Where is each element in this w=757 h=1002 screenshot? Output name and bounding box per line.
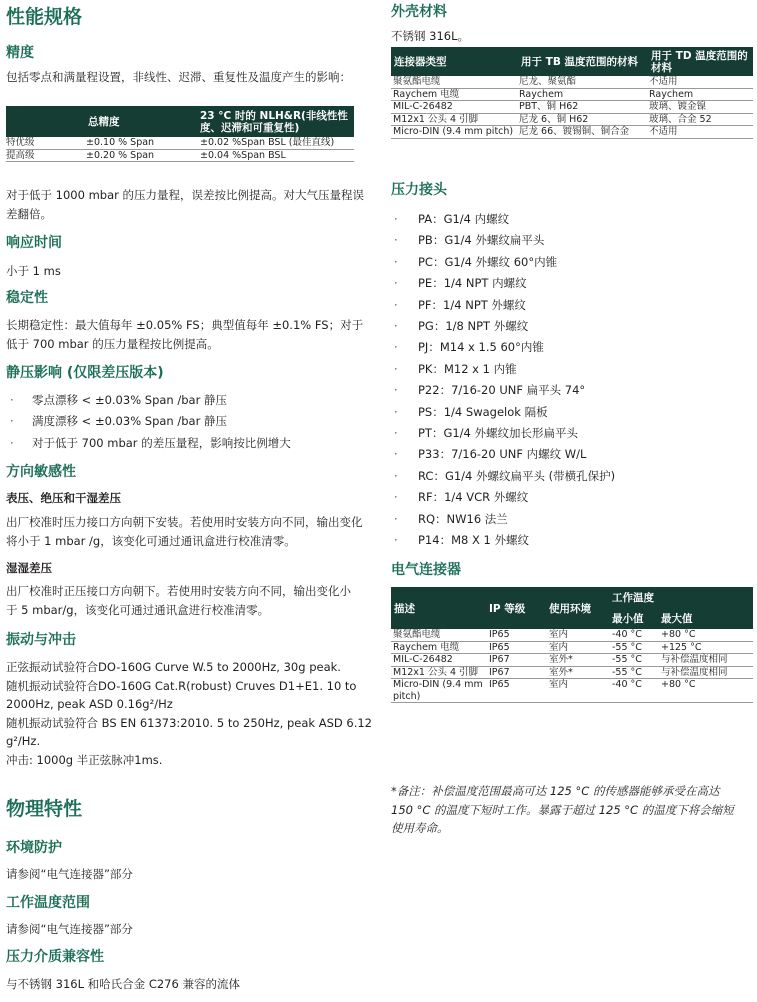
list-item: [6, 411, 376, 432]
table-cell: 室外*: [549, 654, 612, 667]
list-item-text: PJ：M14 x 1.5 60°内锥: [418, 340, 544, 355]
heading-operating-temp: 工作温度范围: [6, 895, 90, 911]
table-row: [391, 126, 753, 139]
bullet-dot: ·: [394, 468, 398, 483]
table-cell: ±0.20 % Span: [86, 149, 196, 162]
table-row: [391, 101, 753, 114]
list-item: [391, 252, 753, 273]
bullet-dot: ·: [10, 414, 14, 429]
heading-orientation: 方向敏感性: [6, 464, 76, 480]
table-row: [391, 629, 753, 641]
bullet-dot: ·: [394, 404, 398, 419]
list-item: [391, 337, 753, 358]
table-cell: 不适用: [649, 76, 753, 88]
list-item-text: PF：1/4 NPT 外螺纹: [418, 297, 526, 312]
table-cell: 特优级: [6, 137, 86, 149]
elec-header-env: 使用环境: [549, 587, 612, 629]
table-cell: 室内: [549, 641, 612, 654]
table-row: [391, 666, 753, 679]
list-item: [391, 380, 753, 401]
table-cell: 尼龙、聚氨酯: [519, 76, 649, 88]
table-cell: ±0.04 %Span BSL: [196, 149, 354, 162]
list-item: [391, 444, 753, 465]
table-cell: IP67: [489, 666, 549, 679]
elec-header-min: 最小值: [612, 608, 661, 629]
table-cell: 聚氨酯电缆: [391, 76, 519, 88]
list-item: [391, 316, 753, 337]
table-cell: +80 °C: [661, 679, 753, 703]
table-cell: +80 °C: [661, 629, 753, 641]
section-title-performance: 性能规格: [6, 6, 83, 28]
elec-header-ip: IP 等级: [489, 587, 549, 629]
table-cell: -55 °C: [612, 666, 661, 679]
housing-header-td: 用于 TD 温度范围的材料: [649, 47, 753, 76]
table-cell: Raychem: [649, 88, 753, 101]
table-cell: 不适用: [649, 126, 753, 139]
table-cell: MIL-C-26482: [391, 654, 489, 667]
heading-vibration: 振动与冲击: [6, 632, 76, 648]
table-cell: +125 °C: [661, 641, 753, 654]
list-item-text: PK：M12 x 1 内锥: [418, 361, 517, 376]
table-row: [391, 654, 753, 667]
accuracy-table: [6, 106, 354, 162]
heading-housing-material: 外壳材料: [391, 4, 447, 20]
operating-temp-text: 请参阅“电气连接器”部分: [6, 922, 133, 936]
temperature-note: *备注：补偿温度范围最高可达 125 °C 的传感器能够承受在高达 150 °C 的温度下短时工作。暴露于超过 125 °C 的温度下将会缩短使用寿命。: [391, 784, 734, 835]
list-item-text: 对于低于 700 mbar 的差压量程，影响按比例增大: [32, 435, 291, 450]
vibration-line: 冲击: 1000g 半正弦脉冲1ms.: [6, 752, 163, 767]
bullet-dot: ·: [394, 254, 398, 269]
list-item: [391, 423, 753, 444]
subheading-gauge-abs: 表压、绝压和干湿差压: [6, 491, 121, 505]
table-cell: IP65: [489, 641, 549, 654]
section-title-physical: 物理特性: [6, 798, 83, 820]
table-cell: M12x1 公头 4 引脚: [391, 113, 519, 126]
heading-stability: 稳定性: [6, 290, 48, 306]
table-cell: IP65: [489, 629, 549, 641]
table-cell: -40 °C: [612, 679, 661, 703]
list-item: [391, 209, 753, 230]
table-cell: Raychem 电缆: [391, 641, 489, 654]
list-item: [391, 402, 753, 423]
table-cell: -40 °C: [612, 629, 661, 641]
housing-header-tb: 用于 TB 温度范围的材料: [519, 47, 649, 76]
table-cell: 与补偿温度相同: [661, 666, 753, 679]
bullet-dot: ·: [394, 426, 398, 441]
bullet-dot: ·: [394, 233, 398, 248]
list-item: [391, 466, 753, 487]
table-cell: -55 °C: [612, 654, 661, 667]
list-item: [391, 509, 753, 530]
list-item-text: 零点漂移 < ±0.03% Span /bar 静压: [32, 393, 227, 407]
heading-static-pressure: 静压影响 (仅限差压版本): [6, 365, 164, 381]
list-item-text: PA：G1/4 内螺纹: [418, 212, 510, 226]
table-cell: 室外*: [549, 666, 612, 679]
table-cell: Micro-DIN (9.4 mm pitch): [391, 679, 489, 703]
table-cell: MIL-C-26482: [391, 101, 519, 114]
orientation-text-1: 出厂校准时压力接口方向朝下安装。若使用时安装方向不同，输出变化将小于 1 mbar /g，该变化可通过通讯盒进行校准清零。: [6, 515, 363, 548]
accuracy-note: 对于低于 1000 mbar 的压力量程，误差按比例提高。对大气压量程误差翻倍。: [6, 188, 365, 221]
heading-media-compat: 压力介质兼容性: [6, 949, 104, 965]
list-item-text: P14：M8 X 1 外螺纹: [418, 533, 529, 548]
static-list: [6, 390, 376, 454]
bullet-dot: ·: [394, 340, 398, 355]
list-item: [391, 359, 753, 380]
list-item-text: RQ：NW16 法兰: [418, 511, 508, 526]
table-cell: ±0.10 % Span: [86, 137, 196, 149]
bullet-dot: ·: [394, 447, 398, 462]
electrical-table: [391, 587, 753, 703]
heading-env-protection: 环境防护: [6, 840, 62, 856]
housing-table: [391, 47, 753, 139]
housing-header-connector: 连接器类型: [391, 47, 519, 76]
table-row: [391, 76, 753, 88]
orientation-text-2: 出厂校准时正压接口方向朝下。若使用时安装方向不同，输出变化小于 5 mbar/g，该变化可通过通讯盒进行校准清零。: [6, 584, 351, 617]
accuracy-header-total: 总精度: [86, 106, 196, 137]
response-text: 小于 1 ms: [6, 264, 61, 278]
list-item: [391, 295, 753, 316]
table-row: [391, 113, 753, 126]
bullet-dot: ·: [10, 393, 14, 407]
elec-header-max: 最大值: [661, 608, 753, 629]
accuracy-text: 包括零点和满量程设置，非线性、迟滞、重复性及温度产生的影响：: [6, 70, 351, 84]
table-cell: 提高级: [6, 149, 86, 162]
table-cell: PBT、铜 H62: [519, 101, 649, 114]
table-cell: 玻璃、镀金镍: [649, 101, 753, 114]
table-row: [391, 88, 753, 101]
list-item: [391, 530, 753, 551]
list-item-text: P33：7/16-20 UNF 内螺纹 W/L: [418, 447, 587, 462]
list-item: [391, 230, 753, 251]
heading-electrical-connector: 电气连接器: [391, 562, 461, 578]
vibration-line: 随机振动试验符合 BS EN 61373:2010. 5 to 250Hz, peak ASD 6.12 g²/Hz.: [6, 715, 372, 748]
table-cell: 聚氨酯电缆: [391, 629, 489, 641]
list-item: [6, 433, 376, 454]
env-protection-text: 请参阅“电气连接器”部分: [6, 867, 133, 881]
vibration-line: 随机振动试验符合DO-160G Cat.R(robust) Cruves D1+E1. 10 to 2000Hz, peak ASD 0.16g²/Hz: [6, 678, 357, 711]
table-row: [391, 679, 753, 703]
table-cell: 室内: [549, 629, 612, 641]
accuracy-header-blank: [6, 106, 86, 137]
table-cell: IP67: [489, 654, 549, 667]
heading-pressure-port: 压力接头: [391, 182, 447, 198]
heading-accuracy: 精度: [6, 45, 34, 61]
table-cell: M12x1 公头 4 引脚: [391, 666, 489, 679]
stability-text: 长期稳定性：最大值每年 ±0.05% FS；典型值每年 ±0.1% FS；对于低于 700 mbar 的压力量程按比例提高。: [6, 318, 364, 351]
table-cell: 与补偿温度相同: [661, 654, 753, 667]
table-row: [6, 137, 354, 149]
heading-response-time: 响应时间: [6, 235, 62, 251]
bullet-dot: ·: [10, 435, 14, 450]
table-cell: ±0.02 %Span BSL (最佳直线): [196, 137, 354, 149]
list-item-text: PE：1/4 NPT 内螺纹: [418, 276, 527, 291]
accuracy-header-nlhr: 23 °C 时的 NLH&R(非线性性度、迟滞和可重复性): [196, 106, 354, 137]
list-item-text: PT：G1/4 外螺纹加长形扁平头: [418, 426, 579, 441]
vibration-line: 正弦振动试验符合DO-160G Curve W.5 to 2000Hz, 30g peak.: [6, 660, 341, 674]
subheading-wet-wet: 湿湿差压: [6, 561, 52, 575]
list-item: [6, 390, 376, 411]
table-cell: Micro-DIN (9.4 mm pitch): [391, 126, 519, 139]
bullet-dot: ·: [394, 297, 398, 312]
list-item-text: PB：G1/4 外螺纹扁平头: [418, 233, 545, 248]
housing-text: 不锈钢 316L。: [391, 29, 470, 43]
bullet-dot: ·: [394, 511, 398, 526]
table-cell: -55 °C: [612, 641, 661, 654]
bullet-dot: ·: [394, 533, 398, 548]
bullet-dot: ·: [394, 383, 398, 398]
table-cell: 尼龙 66、镀锡铜、铜合金: [519, 126, 649, 139]
bullet-dot: ·: [394, 212, 398, 226]
table-cell: 室内: [549, 679, 612, 703]
bullet-dot: ·: [394, 276, 398, 291]
table-row: [391, 641, 753, 654]
bullet-dot: ·: [394, 490, 398, 505]
list-item: [391, 487, 753, 508]
list-item-text: 满度漂移 < ±0.03% Span /bar 静压: [32, 414, 227, 429]
list-item-text: PG：1/8 NPT 外螺纹: [418, 319, 529, 334]
elec-header-desc: 描述: [391, 587, 489, 629]
table-cell: Raychem 电缆: [391, 88, 519, 101]
list-item-text: P22：7/16-20 UNF 扁平头 74°: [418, 383, 586, 398]
pressure-port-list: [391, 209, 753, 552]
table-row: [6, 149, 354, 162]
table-cell: IP65: [489, 679, 549, 703]
bullet-dot: ·: [394, 361, 398, 376]
bullet-dot: ·: [394, 319, 398, 334]
list-item-text: RF：1/4 VCR 外螺纹: [418, 490, 529, 505]
list-item-text: PS：1/4 Swagelok 隔板: [418, 404, 548, 419]
table-cell: 玻璃、合金 52: [649, 113, 753, 126]
table-cell: Raychem: [519, 88, 649, 101]
list-item-text: PC：G1/4 外螺纹 60°内锥: [418, 254, 558, 269]
list-item-text: RC：G1/4 外螺纹扁平头 (带横孔保护): [418, 468, 616, 483]
list-item: [391, 273, 753, 294]
elec-header-temp: 工作温度: [612, 587, 753, 608]
table-cell: 尼龙 6、铜 H62: [519, 113, 649, 126]
vibration-block: [6, 658, 376, 769]
media-compat-text: 与不锈钢 316L 和哈氏合金 C276 兼容的流体: [6, 977, 240, 991]
